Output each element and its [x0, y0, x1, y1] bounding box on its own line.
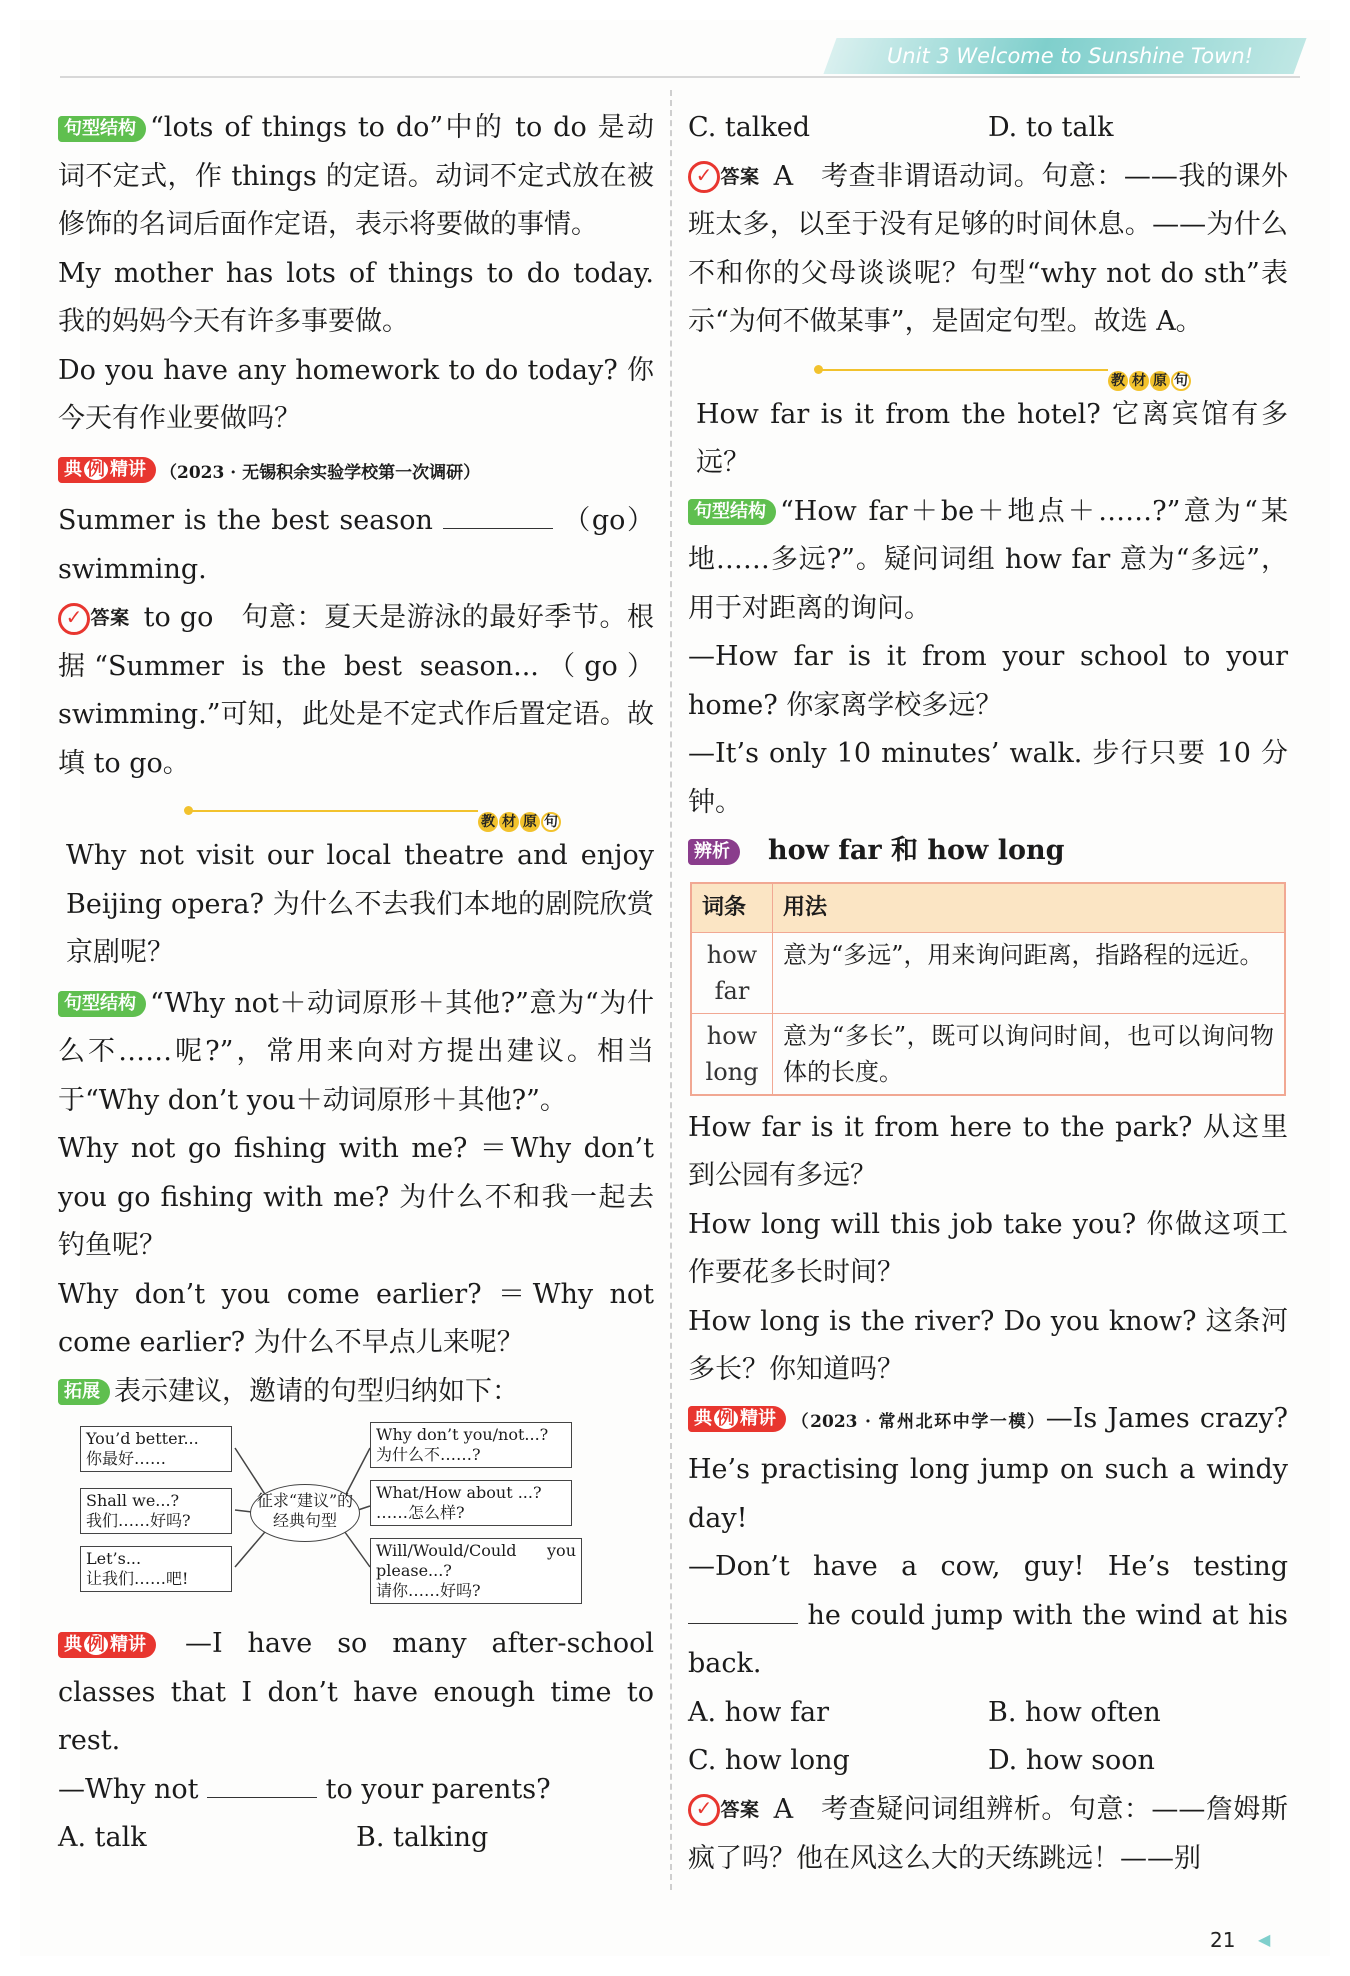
exercise-question: —Why not to your parents?: [58, 1766, 654, 1815]
mindmap-item: Why don’t you/not...? 为什么不……?: [370, 1422, 572, 1468]
table-cell: how long: [691, 1013, 773, 1095]
structure-note-1: 句型结构 “lots of things to do”中的 to do 是动词不定式，作 things 的定语。动词不定式放在被修饰的名词后面作定语，表示将要做的事情。: [58, 112, 654, 240]
example-sentence: How far is it from here to the park? 从这里到公园有多远？: [688, 1111, 1288, 1192]
mindmap-item: What/How about ...? ……怎么样?: [370, 1480, 572, 1526]
textbook-origin-marker: [58, 788, 654, 832]
table-row: [691, 932, 1285, 1013]
analysis-heading: [688, 827, 1288, 876]
example-exercise-1: [58, 446, 654, 498]
table-row: [691, 1013, 1285, 1095]
answer-explanation: ✓ 答案 to go 句意：夏天是游泳的最好季节。根据“Summer is the best season...（go）swimming.”可知，此处是不定式作后置定语。故填 to go。: [58, 602, 654, 779]
example-sentence: Do you have any homework to do today? 你今天有作业要做吗？: [58, 354, 654, 434]
example-sentence: How long is the river? Do you know? 这条河多长？你知道吗？: [688, 1305, 1288, 1386]
right-column: [688, 104, 1288, 1883]
header-divider: [60, 76, 1300, 78]
exercise-source: （2023 · 常州北环中学一模）: [790, 1411, 1046, 1432]
option-d[interactable]: D. how soon: [988, 1745, 1155, 1777]
example-tag: 典 例 精讲: [688, 1406, 786, 1432]
column-divider: [670, 90, 672, 1890]
check-icon: ✓: [58, 603, 90, 635]
example-tag: 典 例 精讲: [58, 1632, 156, 1658]
structure-tag: 句型结构: [688, 499, 776, 525]
origin-badge: 教 材 原 句: [1108, 357, 1192, 406]
table-cell: how far: [691, 932, 773, 1013]
option-row: [58, 1814, 654, 1863]
exercise-source: （2023 · 无锡积余实验学校第一次调研）: [160, 462, 481, 483]
example-sentence: How long will this job take you? 你做这项工作要花多长时间？: [688, 1208, 1288, 1289]
option-row: [688, 1737, 1288, 1786]
origin-badge: 教 材 原 句: [478, 798, 562, 847]
option-b[interactable]: B. how often: [988, 1696, 1161, 1728]
example-sentence: Why not go fishing with me? ＝Why don’t you go fishing with me? 为什么不和我一起去钓鱼呢？: [58, 1133, 654, 1262]
table-header: 用法: [773, 883, 1286, 933]
answer-explanation: ✓ 答案 A 考查疑问词组辨析。句意：——詹姆斯疯了吗？他在风这么大的天练跳远！——别: [688, 1793, 1288, 1874]
left-column: [58, 104, 654, 1863]
extension-note: 拓展 表示建议，邀请的句型归纳如下：: [58, 1368, 654, 1417]
option-c[interactable]: C. talked: [688, 112, 811, 143]
structure-tag: 句型结构: [58, 116, 146, 142]
answer-label: 答案: [720, 1799, 760, 1821]
answer-blank[interactable]: [207, 1767, 317, 1798]
option-c[interactable]: C. how long: [688, 1745, 850, 1777]
exercise-question: Summer is the best season （go）swimming.: [58, 497, 654, 594]
table-header: 词条: [691, 883, 773, 933]
answer-blank[interactable]: [443, 498, 553, 529]
answer-label: 答案: [90, 607, 130, 630]
extension-tag: 拓展: [58, 1379, 110, 1405]
analysis-tag: 辨析: [688, 839, 740, 865]
example-exercise-3: 典 例 精讲 （2023 · 常州北环中学一模）—Is James crazy? He’s practising long jump on such a windy day!: [688, 1402, 1289, 1534]
option-row: [688, 1689, 1288, 1738]
exercise-question: —Don’t have a cow, guy! He’s testing he could jump with the wind at his back.: [688, 1551, 1288, 1680]
example-sentence: —How far is it from your school to your home? 你家离学校多远？: [688, 641, 1288, 721]
option-a[interactable]: A. how far: [688, 1696, 829, 1728]
check-icon: ✓: [688, 161, 720, 193]
answer-blank[interactable]: [688, 1593, 798, 1624]
structure-note-3: 句型结构 “How far＋be＋地点＋……?”意为“某地……多远?”。疑问词组 how far 意为“多远”，用于对距离的询问。: [688, 495, 1288, 624]
answer-label: 答案: [720, 165, 760, 188]
analysis-title: how far 和 how long: [768, 835, 1065, 867]
origin-sentence: Why not visit our local theatre and enjoy Beijing opera? 为什么不去我们本地的剧院欣赏京剧呢？: [66, 840, 654, 969]
example-exercise-2: 典 例 精讲 —I have so many after-school classes that I don’t have enough time to rest.: [58, 1628, 654, 1757]
example-sentence: —It’s only 10 minutes’ walk. 步行只要 10 分钟。: [688, 738, 1288, 818]
structure-note-2: 句型结构 “Why not＋动词原形＋其他?”意为“为什么不……呢?”，常用来向对方提出建议。相当于“Why don’t you＋动词原形＋其他?”。: [58, 987, 654, 1116]
option-d[interactable]: D. to talk: [988, 112, 1114, 143]
mindmap-item: You’d better... 你最好……: [80, 1426, 232, 1472]
comparison-table: [690, 882, 1286, 1096]
answer-explanation: ✓ 答案 A 考查非谓语动词。句意：——我的课外班太多，以至于没有足够的时间休息。——为什么不和你的父母谈谈呢？句型“why not do sth”表示“为何不做某事”，是固定句型。故选 A。: [688, 160, 1288, 338]
suggestion-mindmap: [80, 1422, 640, 1612]
table-cell: 意为“多长”，既可以询问时间，也可以询问物体的长度。: [783, 1021, 1274, 1086]
mindmap-item: Will/Would/Could you please...? 请你……好吗?: [370, 1538, 582, 1604]
textbook-origin-marker: [688, 347, 1288, 391]
mindmap-center: 征求“建议”的经典句型: [250, 1484, 360, 1542]
mindmap-item: Let’s... 让我们……吧!: [80, 1546, 232, 1592]
origin-sentence: How far is it from the hotel? 它离宾馆有多远？: [696, 398, 1288, 479]
unit-title: Unit 3 Welcome to Sunshine Town!: [886, 44, 1254, 68]
check-icon: ✓: [688, 1794, 720, 1826]
option-b[interactable]: B. talking: [356, 1822, 489, 1854]
page-number: 21: [1210, 1928, 1236, 1952]
page-arrow-icon: ◀: [1258, 1930, 1271, 1949]
option-row: [688, 104, 1288, 153]
option-a[interactable]: A. talk: [58, 1822, 147, 1854]
structure-tag: 句型结构: [58, 991, 146, 1017]
mindmap-item: Shall we...? 我们……好吗?: [80, 1488, 232, 1534]
example-tag: 典 例 精讲: [58, 457, 156, 483]
example-sentence: Why don’t you come earlier? ＝Why not come earlier? 为什么不早点儿来呢？: [58, 1278, 654, 1359]
example-sentence: My mother has lots of things to do today. 我的妈妈今天有许多事要做。: [58, 257, 654, 337]
table-cell: 意为“多远”，用来询问距离，指路程的远近。: [773, 932, 1286, 1013]
